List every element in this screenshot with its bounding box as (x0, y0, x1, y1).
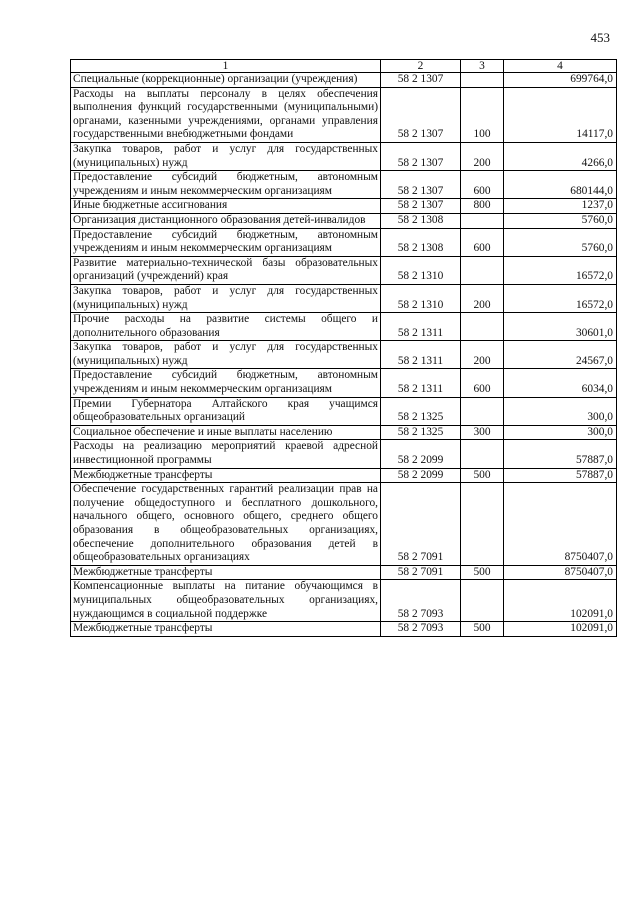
row-name-cell: Предоставление субсидий бюджетным, автономным учреждениям и иным некоммерческим организациям (71, 171, 381, 199)
row-code-cell: 58 2 1307 (381, 142, 461, 170)
row-type-cell (461, 313, 504, 341)
row-name-cell: Закупка товаров, работ и услуг для государственных (муниципальных) нужд (71, 341, 381, 369)
row-code-cell: 58 2 1310 (381, 256, 461, 284)
row-type-cell (461, 73, 504, 88)
row-code-cell: 58 2 7093 (381, 622, 461, 637)
row-amount-cell: 699764,0 (504, 73, 617, 88)
row-name-cell: Межбюджетные трансферты (71, 565, 381, 580)
row-code-cell: 58 2 1311 (381, 369, 461, 397)
table-row (71, 622, 617, 637)
row-amount-cell: 57887,0 (504, 468, 617, 483)
row-code-cell: 58 2 1310 (381, 284, 461, 312)
budget-table (70, 59, 617, 637)
row-amount-cell: 14117,0 (504, 87, 617, 142)
row-amount-cell: 6034,0 (504, 369, 617, 397)
row-code-cell: 58 2 1325 (381, 425, 461, 440)
row-code-cell: 58 2 1307 (381, 199, 461, 214)
row-amount-cell: 16572,0 (504, 256, 617, 284)
row-code-cell: 58 2 1307 (381, 171, 461, 199)
row-type-cell (461, 256, 504, 284)
row-amount-cell: 30601,0 (504, 313, 617, 341)
column-header-3: 3 (461, 60, 504, 73)
table-row (71, 256, 617, 284)
table-row (71, 142, 617, 170)
row-name-cell: Межбюджетные трансферты (71, 468, 381, 483)
row-code-cell: 58 2 2099 (381, 468, 461, 483)
row-type-cell: 500 (461, 468, 504, 483)
table-row (71, 341, 617, 369)
row-code-cell: 58 2 1325 (381, 397, 461, 425)
row-amount-cell: 5760,0 (504, 228, 617, 256)
row-name-cell: Межбюджетные трансферты (71, 622, 381, 637)
column-header-4: 4 (504, 60, 617, 73)
row-amount-cell: 300,0 (504, 425, 617, 440)
row-type-cell: 200 (461, 341, 504, 369)
row-amount-cell: 24567,0 (504, 341, 617, 369)
table-row (71, 369, 617, 397)
row-type-cell: 600 (461, 228, 504, 256)
row-type-cell: 300 (461, 425, 504, 440)
row-name-cell: Обеспечение государственных гарантий реализации прав на получение общедоступного и бесплатного дошкольного, начального общего, основного общего, среднего общего образования в общеобразовательных организациях, обеспечение дополнительного образования детей в общеобразовательных организациях (71, 483, 381, 566)
table-row (71, 171, 617, 199)
table-row (71, 228, 617, 256)
row-name-cell: Социальное обеспечение и иные выплаты населению (71, 425, 381, 440)
row-type-cell: 800 (461, 199, 504, 214)
row-type-cell (461, 213, 504, 228)
table-row (71, 425, 617, 440)
row-code-cell: 58 2 7093 (381, 580, 461, 622)
row-amount-cell: 1237,0 (504, 199, 617, 214)
row-name-cell: Предоставление субсидий бюджетным, автономным учреждениям и иным некоммерческим организациям (71, 228, 381, 256)
column-header-2: 2 (381, 60, 461, 73)
row-code-cell: 58 2 1311 (381, 313, 461, 341)
table-row (71, 284, 617, 312)
row-type-cell (461, 397, 504, 425)
row-type-cell: 500 (461, 622, 504, 637)
row-amount-cell: 680144,0 (504, 171, 617, 199)
row-type-cell: 200 (461, 142, 504, 170)
row-name-cell: Предоставление субсидий бюджетным, автономным учреждениям и иным некоммерческим организациям (71, 369, 381, 397)
row-type-cell: 100 (461, 87, 504, 142)
row-code-cell: 58 2 1308 (381, 228, 461, 256)
row-amount-cell: 102091,0 (504, 622, 617, 637)
row-type-cell (461, 440, 504, 468)
table-row (71, 580, 617, 622)
row-code-cell: 58 2 7091 (381, 565, 461, 580)
row-amount-cell: 8750407,0 (504, 483, 617, 566)
row-name-cell: Специальные (коррекционные) организации (учреждения) (71, 73, 381, 88)
table-row (71, 213, 617, 228)
row-name-cell: Развитие материально-технической базы образовательных организаций (учреждений) края (71, 256, 381, 284)
row-amount-cell: 5760,0 (504, 213, 617, 228)
row-name-cell: Закупка товаров, работ и услуг для государственных (муниципальных) нужд (71, 142, 381, 170)
row-name-cell: Премии Губернатора Алтайского края учащимся общеобразовательных организаций (71, 397, 381, 425)
table-row (71, 468, 617, 483)
row-type-cell: 600 (461, 171, 504, 199)
table-row (71, 199, 617, 214)
row-code-cell: 58 2 2099 (381, 440, 461, 468)
row-amount-cell: 57887,0 (504, 440, 617, 468)
row-name-cell: Иные бюджетные ассигнования (71, 199, 381, 214)
table-row (71, 483, 617, 566)
table-row (71, 565, 617, 580)
row-amount-cell: 8750407,0 (504, 565, 617, 580)
table-row (71, 397, 617, 425)
row-type-cell: 500 (461, 565, 504, 580)
table-row (71, 313, 617, 341)
row-type-cell (461, 580, 504, 622)
page-number: 453 (590, 30, 610, 45)
row-amount-cell: 4266,0 (504, 142, 617, 170)
row-amount-cell: 300,0 (504, 397, 617, 425)
row-amount-cell: 16572,0 (504, 284, 617, 312)
row-code-cell: 58 2 1308 (381, 213, 461, 228)
row-type-cell: 600 (461, 369, 504, 397)
row-amount-cell: 102091,0 (504, 580, 617, 622)
row-name-cell: Расходы на выплаты персоналу в целях обеспечения выполнения функций государственными (муниципальными) органами, казенными учреждениями, органами управления государственными внебюджетными фондами (71, 87, 381, 142)
row-code-cell: 58 2 7091 (381, 483, 461, 566)
column-header-1: 1 (71, 60, 381, 73)
row-name-cell: Организация дистанционного образования детей-инвалидов (71, 213, 381, 228)
table-row (71, 73, 617, 88)
table-row (71, 440, 617, 468)
row-type-cell: 200 (461, 284, 504, 312)
row-name-cell: Расходы на реализацию мероприятий краевой адресной инвестиционной программы (71, 440, 381, 468)
table-row (71, 87, 617, 142)
row-name-cell: Прочие расходы на развитие системы общего и дополнительного образования (71, 313, 381, 341)
row-type-cell (461, 483, 504, 566)
row-code-cell: 58 2 1307 (381, 73, 461, 88)
row-name-cell: Компенсационные выплаты на питание обучающимся в муниципальных общеобразовательных организациях, нуждающимся в социальной поддержке (71, 580, 381, 622)
row-code-cell: 58 2 1307 (381, 87, 461, 142)
table-header-row (71, 60, 617, 73)
row-name-cell: Закупка товаров, работ и услуг для государственных (муниципальных) нужд (71, 284, 381, 312)
row-code-cell: 58 2 1311 (381, 341, 461, 369)
